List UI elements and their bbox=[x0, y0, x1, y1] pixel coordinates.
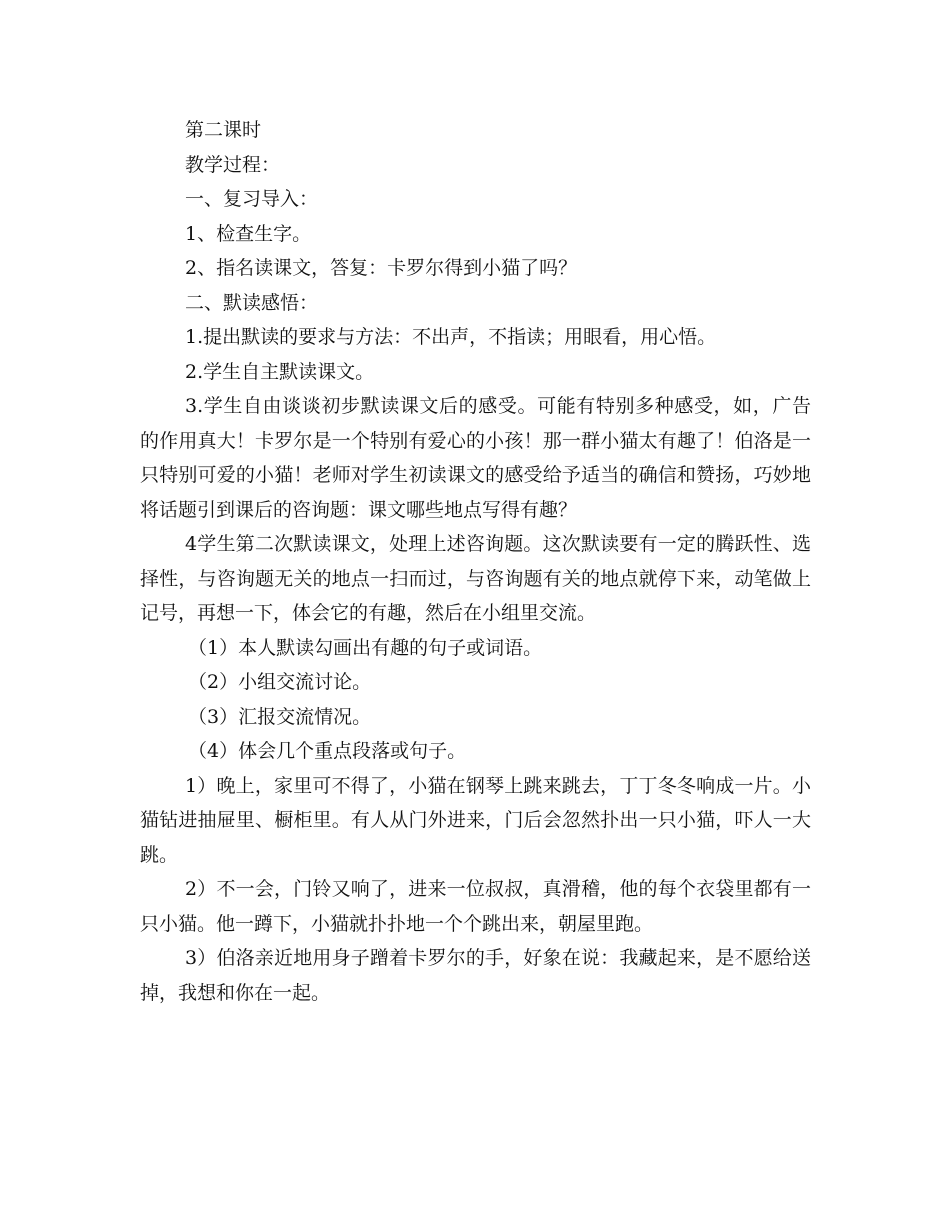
sub-step-4: （4）体会几个重点段落或句子。 bbox=[188, 740, 467, 762]
sub-step-3: （3）汇报交流情况。 bbox=[188, 705, 372, 728]
reading-item-3: 3.学生自由谈谈初步默读课文后的感受。可能有特别多种感受，如，广告的作用真大！卡罗尔是一个特别有爱心的小孩！那一群小猫太有趣了！伯洛是一只特别可爱的小猫！老师对学生初读课文的感受给予适当的确信和赞扬，巧妙地将话题引到课后的咨询题：课文哪些地点写得有趣？ bbox=[140, 395, 811, 521]
review-item-1: 1、检查生字。 bbox=[185, 222, 312, 245]
reading-item-4: 4学生第二次默读课文，处理上述咨询题。这次默读要有一定的腾跃性、选择性，与咨询题无关的地点一扫而过，与咨询题有关的地点就停下来，动笔做上记号，再想一下，体会它的有趣，然后在小组里交流。 bbox=[140, 533, 811, 624]
excerpt-2: 2）不一会，门铃又响了，进来一位叔叔，真滑稽，他的每个衣袋里都有一只小猫。他一蹲下，小猫就扑扑地一个个跳出来，朝屋里跑。 bbox=[140, 878, 811, 935]
document-page bbox=[140, 113, 811, 1010]
excerpt-1: 1）晚上，家里可不得了，小猫在钢琴上跳来跳去，丁丁冬冬响成一片。小猫钻进抽屉里、橱柜里。有人从门外进来，门后会忽然扑出一只小猫，吓人一大跳。 bbox=[140, 774, 811, 866]
excerpt-3: 3）伯洛亲近地用身子蹭着卡罗尔的手，好象在说：我藏起来，是不愿给送掉，我想和你在一起。 bbox=[140, 947, 811, 1004]
lesson-heading: 第二课时 bbox=[185, 119, 262, 141]
teaching-process-heading: 教学过程： bbox=[185, 153, 281, 176]
sub-step-1: （1）本人默读勾画出有趣的句子或词语。 bbox=[188, 636, 543, 659]
reading-item-2: 2.学生自主默读课文。 bbox=[185, 360, 375, 383]
sub-step-2: （2）小组交流讨论。 bbox=[188, 671, 372, 693]
section-review-heading: 一、复习导入： bbox=[185, 188, 319, 210]
review-item-2: 2、指名读课文，答复：卡罗尔得到小猫了吗？ bbox=[185, 257, 578, 279]
reading-item-1: 1.提出默读的要求与方法：不出声，不指读；用眼看，用心悟。 bbox=[185, 326, 717, 348]
section-reading-heading: 二、默读感悟： bbox=[185, 291, 319, 314]
